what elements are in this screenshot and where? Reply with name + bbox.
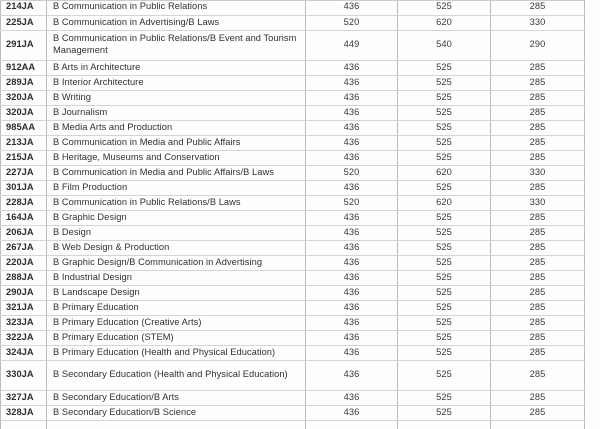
cell-atar-3[interactable]: 285 (491, 345, 585, 360)
cell-course-code[interactable]: 327JA (1, 390, 47, 405)
cell-course-name[interactable]: B Primary Education (STEM) (47, 330, 306, 345)
cell-atar-3[interactable]: 330 (491, 15, 585, 30)
table-row[interactable] (1, 90, 585, 105)
cell-atar-1[interactable]: 436 (306, 360, 398, 390)
table-row[interactable] (1, 75, 585, 90)
cell-atar-2[interactable]: 525 (398, 225, 491, 240)
table-row[interactable] (1, 105, 585, 120)
cell-atar-2[interactable]: 525 (398, 285, 491, 300)
cell-atar-1[interactable]: 436 (306, 240, 398, 255)
cell-course-code[interactable]: 215JA (1, 150, 47, 165)
cell-course-code[interactable]: 220JA (1, 255, 47, 270)
cell-course-code[interactable]: 322JA (1, 330, 47, 345)
cell-course-code[interactable]: 301JA (1, 180, 47, 195)
cell-atar-3[interactable]: 285 (491, 60, 585, 75)
cell-course-name[interactable]: B Design (47, 225, 306, 240)
cell-course-name[interactable]: B Web Design & Production (47, 240, 306, 255)
cell-atar-2[interactable]: 620 (398, 165, 491, 180)
cell-atar-3[interactable]: 330 (491, 165, 585, 180)
cell-course-name[interactable]: B Secondary Education/B Arts (47, 390, 306, 405)
table-row[interactable] (1, 255, 585, 270)
cell-atar-2[interactable]: 525 (398, 240, 491, 255)
cell-atar-2[interactable]: 525 (398, 105, 491, 120)
table-row[interactable] (1, 405, 585, 420)
cell-atar-2[interactable]: 525 (398, 315, 491, 330)
cell-atar-3[interactable]: 285 (491, 90, 585, 105)
table-row[interactable] (1, 30, 585, 60)
cell-atar-2[interactable] (398, 420, 491, 429)
cell-atar-2[interactable]: 525 (398, 180, 491, 195)
cell-course-code[interactable]: 289JA (1, 75, 47, 90)
cell-atar-1[interactable]: 436 (306, 0, 398, 15)
cell-course-name[interactable]: B Industrial Design (47, 270, 306, 285)
cell-course-name[interactable]: B Arts in Architecture (47, 60, 306, 75)
cell-course-code[interactable]: 228JA (1, 195, 47, 210)
cell-course-name[interactable]: B Communication in Public Relations/B Laws (47, 195, 306, 210)
cell-course-name[interactable] (47, 420, 306, 429)
cell-atar-1[interactable]: 436 (306, 75, 398, 90)
cell-course-code[interactable]: 912AA (1, 60, 47, 75)
table-row[interactable] (1, 390, 585, 405)
cell-atar-1[interactable]: 520 (306, 165, 398, 180)
cell-atar-3[interactable]: 285 (491, 390, 585, 405)
cell-course-name[interactable]: B Communication in Media and Public Affairs (47, 135, 306, 150)
cell-course-name[interactable]: B Secondary Education (Health and Physical Education) (47, 360, 306, 390)
cell-atar-2[interactable]: 525 (398, 60, 491, 75)
cell-atar-2[interactable]: 620 (398, 195, 491, 210)
cell-atar-3[interactable]: 285 (491, 270, 585, 285)
table-top-divider (0, 0, 584, 1)
cell-atar-1[interactable]: 436 (306, 135, 398, 150)
cell-course-name[interactable]: B Writing (47, 90, 306, 105)
cell-atar-1[interactable]: 436 (306, 120, 398, 135)
cell-course-name[interactable]: B Heritage, Museums and Conservation (47, 150, 306, 165)
cell-course-code[interactable]: 328JA (1, 405, 47, 420)
cell-course-code[interactable]: 288JA (1, 270, 47, 285)
cell-atar-1[interactable]: 436 (306, 315, 398, 330)
cell-atar-1[interactable]: 436 (306, 225, 398, 240)
table-row[interactable] (1, 180, 585, 195)
cell-course-code[interactable]: 985AA (1, 120, 47, 135)
cell-atar-2[interactable]: 525 (398, 120, 491, 135)
cell-atar-3[interactable]: 285 (491, 315, 585, 330)
cell-atar-2[interactable]: 525 (398, 360, 491, 390)
table-row[interactable] (1, 60, 585, 75)
table-row[interactable] (1, 360, 585, 390)
cell-atar-3[interactable]: 285 (491, 300, 585, 315)
table-row[interactable] (1, 120, 585, 135)
cell-atar-1[interactable]: 520 (306, 195, 398, 210)
cell-atar-3[interactable] (491, 420, 585, 429)
cell-atar-3[interactable]: 285 (491, 225, 585, 240)
cell-course-name[interactable]: B Communication in Media and Public Affairs/B Laws (47, 165, 306, 180)
table-row[interactable] (1, 15, 585, 30)
cell-atar-1[interactable]: 436 (306, 345, 398, 360)
cell-atar-3[interactable]: 285 (491, 75, 585, 90)
cell-course-code[interactable]: 214JA (1, 0, 47, 15)
cell-course-name[interactable]: B Media Arts and Production (47, 120, 306, 135)
cell-course-name[interactable]: B Communication in Advertising/B Laws (47, 15, 306, 30)
cell-course-code[interactable]: 320JA (1, 105, 47, 120)
cell-course-code[interactable]: 227JA (1, 165, 47, 180)
cell-atar-3[interactable]: 285 (491, 330, 585, 345)
cell-atar-2[interactable]: 525 (398, 255, 491, 270)
cell-atar-3[interactable]: 330 (491, 195, 585, 210)
cell-atar-3[interactable]: 285 (491, 105, 585, 120)
cell-atar-3[interactable]: 290 (491, 30, 585, 60)
cell-course-name[interactable]: B Secondary Education/B Science (47, 405, 306, 420)
cell-atar-3[interactable]: 285 (491, 240, 585, 255)
cell-atar-2[interactable]: 525 (398, 300, 491, 315)
cell-atar-2[interactable]: 525 (398, 75, 491, 90)
cell-course-name[interactable]: B Graphic Design/B Communication in Advertising (47, 255, 306, 270)
cell-atar-1[interactable]: 436 (306, 60, 398, 75)
cell-course-code[interactable]: 330JA (1, 360, 47, 390)
cell-atar-1[interactable]: 436 (306, 300, 398, 315)
table-row[interactable] (1, 240, 585, 255)
cell-atar-3[interactable]: 285 (491, 255, 585, 270)
table-row[interactable] (1, 150, 585, 165)
cell-course-code[interactable]: 290JA (1, 285, 47, 300)
cell-course-code[interactable]: 324JA (1, 345, 47, 360)
cell-atar-1[interactable]: 436 (306, 180, 398, 195)
cell-course-name[interactable]: B Journalism (47, 105, 306, 120)
cell-course-name[interactable]: B Graphic Design (47, 210, 306, 225)
table-row[interactable] (1, 270, 585, 285)
cell-atar-2[interactable]: 525 (398, 90, 491, 105)
cell-course-name[interactable]: B Landscape Design (47, 285, 306, 300)
cell-atar-2[interactable]: 620 (398, 15, 491, 30)
cell-atar-3[interactable]: 285 (491, 285, 585, 300)
cell-course-code[interactable]: 291JA (1, 30, 47, 60)
cell-atar-2[interactable]: 525 (398, 135, 491, 150)
cell-course-code[interactable]: 206JA (1, 225, 47, 240)
cell-course-code[interactable]: 267JA (1, 240, 47, 255)
cell-course-code[interactable] (1, 420, 47, 429)
cell-course-name[interactable]: B Primary Education (Creative Arts) (47, 315, 306, 330)
table-row[interactable] (1, 165, 585, 180)
table-row[interactable] (1, 0, 585, 15)
cell-atar-2[interactable]: 525 (398, 345, 491, 360)
cell-atar-3[interactable]: 285 (491, 180, 585, 195)
cell-course-code[interactable]: 323JA (1, 315, 47, 330)
cell-atar-3[interactable]: 285 (491, 135, 585, 150)
cell-atar-1[interactable]: 436 (306, 405, 398, 420)
cell-atar-1[interactable]: 436 (306, 285, 398, 300)
cell-course-code[interactable]: 225JA (1, 15, 47, 30)
cell-atar-1[interactable]: 436 (306, 390, 398, 405)
cell-atar-1[interactable]: 436 (306, 255, 398, 270)
cell-atar-1[interactable]: 449 (306, 30, 398, 60)
cell-course-code[interactable]: 320JA (1, 90, 47, 105)
cell-atar-1[interactable]: 436 (306, 105, 398, 120)
table-row[interactable] (1, 300, 585, 315)
cell-course-name[interactable]: B Communication in Public Relations/B Event and Tourism Management (47, 30, 306, 60)
cell-atar-3[interactable]: 285 (491, 210, 585, 225)
table-row[interactable] (1, 330, 585, 345)
cell-atar-2[interactable]: 525 (398, 210, 491, 225)
cell-atar-1[interactable]: 436 (306, 90, 398, 105)
cell-course-code[interactable]: 213JA (1, 135, 47, 150)
cell-atar-2[interactable]: 525 (398, 390, 491, 405)
table-row[interactable] (1, 315, 585, 330)
cell-atar-2[interactable]: 525 (398, 330, 491, 345)
cell-course-name[interactable]: B Primary Education (Health and Physical Education) (47, 345, 306, 360)
table-body (1, 0, 585, 429)
cell-atar-3[interactable]: 285 (491, 120, 585, 135)
cell-atar-2[interactable]: 525 (398, 270, 491, 285)
cell-course-name[interactable]: B Film Production (47, 180, 306, 195)
cell-course-name[interactable]: B Primary Education (47, 300, 306, 315)
cell-atar-2[interactable]: 525 (398, 405, 491, 420)
cell-course-code[interactable]: 164JA (1, 210, 47, 225)
table-row[interactable] (1, 135, 585, 150)
cell-course-name[interactable]: B Interior Architecture (47, 75, 306, 90)
cell-atar-1[interactable]: 436 (306, 210, 398, 225)
table-row[interactable] (1, 420, 585, 429)
cell-atar-1[interactable]: 436 (306, 150, 398, 165)
cell-course-code[interactable]: 321JA (1, 300, 47, 315)
cell-atar-2[interactable]: 525 (398, 150, 491, 165)
cell-atar-3[interactable]: 285 (491, 360, 585, 390)
cell-atar-1[interactable]: 520 (306, 15, 398, 30)
table-row[interactable] (1, 210, 585, 225)
table-row[interactable] (1, 225, 585, 240)
table-row[interactable] (1, 285, 585, 300)
cell-atar-2[interactable]: 525 (398, 0, 491, 15)
cell-atar-3[interactable]: 285 (491, 150, 585, 165)
cell-atar-1[interactable]: 436 (306, 330, 398, 345)
table-row[interactable] (1, 345, 585, 360)
cell-atar-3[interactable]: 285 (491, 0, 585, 15)
cell-atar-1[interactable] (306, 420, 398, 429)
cell-atar-3[interactable]: 285 (491, 405, 585, 420)
table-row[interactable] (1, 195, 585, 210)
cell-atar-1[interactable]: 436 (306, 270, 398, 285)
cell-course-name[interactable]: B Communication in Public Relations (47, 0, 306, 15)
cell-atar-2[interactable]: 540 (398, 30, 491, 60)
